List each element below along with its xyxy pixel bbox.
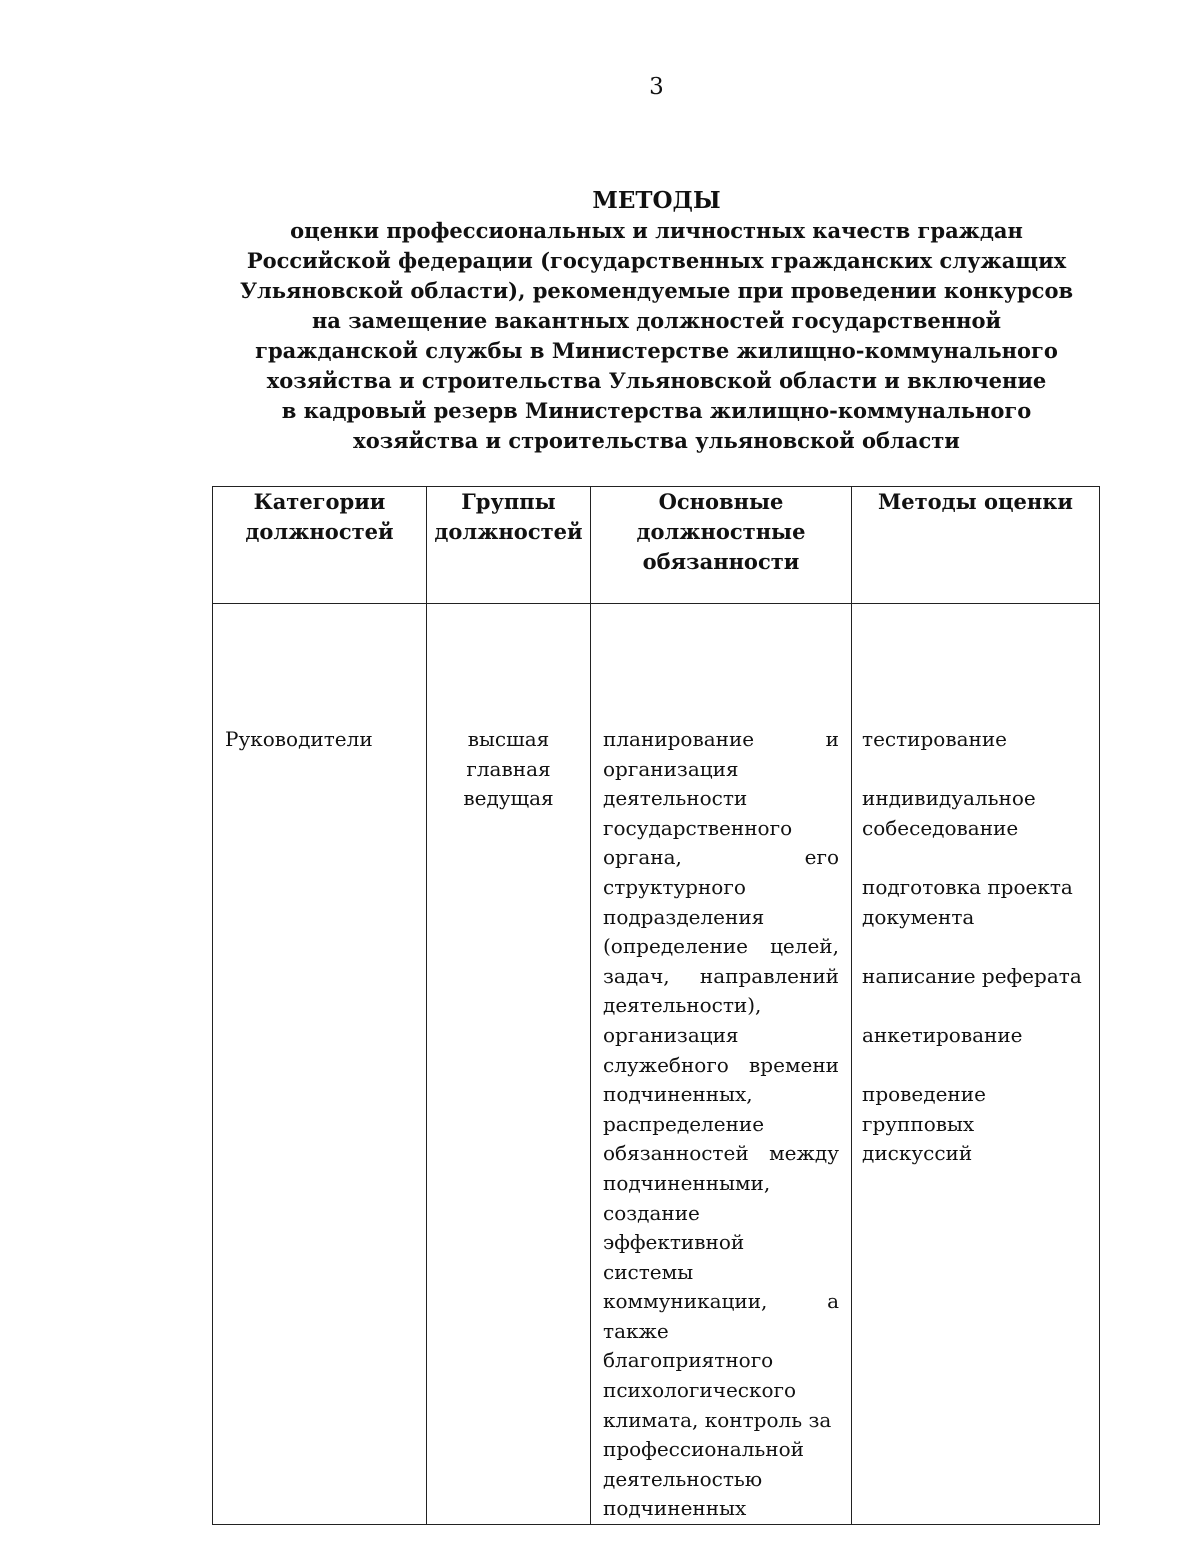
title-line: в кадровый резерв Министерства жилищно-коммунального <box>281 398 1032 423</box>
duty-line <box>603 1287 839 1317</box>
method-line: анкетирование <box>862 1022 1023 1047</box>
method-line: групповых <box>862 1111 975 1136</box>
duty-line <box>603 1465 839 1495</box>
duty-word: времени <box>749 1052 839 1077</box>
methods-spacer <box>862 932 1093 962</box>
duty-word: организация <box>603 1022 739 1047</box>
title-line: Ульяновской области), рекомендуемые при проведении конкурсов <box>239 278 1074 303</box>
duty-word: задач, <box>603 963 670 988</box>
duty-line <box>603 1139 839 1169</box>
duty-word: психологического <box>603 1378 797 1403</box>
duty-word: деятельностью <box>603 1466 763 1491</box>
methods-spacer <box>862 991 1093 1021</box>
duty-word: деятельности <box>603 786 748 811</box>
duty-word: также <box>603 1318 669 1343</box>
title-heading: МЕТОДЫ <box>592 187 721 214</box>
title-line: хозяйства и строительства ульяновской области <box>353 428 960 453</box>
method-line: дискуссий <box>862 1141 973 1166</box>
duty-line <box>603 873 839 903</box>
header-methods: Методы оценки <box>852 487 1100 604</box>
duty-line <box>603 1346 839 1376</box>
method-line: подготовка проекта <box>862 874 1073 899</box>
duty-word: его <box>804 845 839 870</box>
title-line: хозяйства и строительства Ульяновской области и включение <box>266 368 1047 393</box>
duty-word: (определение <box>603 934 748 959</box>
duty-line <box>603 1376 839 1406</box>
duty-word: целей, <box>770 934 839 959</box>
title-line: оценки профессиональных и личностных качеств граждан <box>290 218 1023 243</box>
document-title <box>220 186 1093 456</box>
cell-duties <box>591 604 852 1525</box>
duty-word: эффективной <box>603 1230 745 1255</box>
header-categories: Категории должностей <box>213 487 427 604</box>
duty-word: структурного <box>603 874 746 899</box>
method-line: проведение <box>862 1082 986 1107</box>
duty-line <box>603 1110 839 1140</box>
duty-line <box>603 932 839 962</box>
method-line: документа <box>862 904 975 929</box>
duty-word: профессиональной <box>603 1437 804 1462</box>
duty-line <box>603 1406 839 1436</box>
duty-word: деятельности), <box>603 993 762 1018</box>
duty-word: обязанностей <box>603 1141 749 1166</box>
duty-line <box>603 1080 839 1110</box>
methods-table <box>212 486 1100 1525</box>
method-line: собеседование <box>862 815 1019 840</box>
header-groups: Группы должностей <box>427 487 591 604</box>
table-row <box>213 604 1100 1525</box>
duty-word: коммуникации, <box>603 1289 768 1314</box>
duty-word: а <box>827 1289 839 1314</box>
duty-line <box>603 725 839 755</box>
cell-groups: высшая главная ведущая <box>427 604 591 1525</box>
duty-line <box>603 903 839 933</box>
duty-line <box>603 1494 839 1524</box>
duty-line <box>603 1199 839 1229</box>
duty-line <box>603 814 839 844</box>
duty-word: системы <box>603 1259 694 1284</box>
methods-spacer <box>862 843 1093 873</box>
duty-word: организация <box>603 756 739 781</box>
title-line: Российской федерации (государственных гражданских служащих <box>246 248 1067 273</box>
duty-word: государственного <box>603 815 793 840</box>
duty-word: подчиненными, <box>603 1170 771 1195</box>
duty-word: климата, контроль за <box>603 1407 832 1432</box>
duty-word: благоприятного <box>603 1348 774 1373</box>
header-duties: Основные должностные обязанности <box>591 487 852 604</box>
duty-word: и <box>825 727 839 751</box>
duty-word: органа, <box>603 845 682 870</box>
duty-word: подчиненных, <box>603 1082 753 1107</box>
duty-word: служебного <box>603 1052 729 1077</box>
duty-word: подразделения <box>603 904 765 929</box>
methods-spacer <box>862 1051 1093 1081</box>
duty-word: планирование <box>603 727 755 751</box>
duty-line <box>603 1228 839 1258</box>
duty-line <box>603 1258 839 1288</box>
duty-word: подчиненных <box>603 1496 747 1521</box>
title-line: на замещение вакантных должностей государственной <box>311 308 1002 333</box>
duty-line <box>603 962 839 992</box>
method-line: написание реферата <box>862 963 1082 988</box>
table-header-row <box>213 487 1100 604</box>
duty-line <box>603 1317 839 1347</box>
duty-word: между <box>769 1141 839 1166</box>
duty-word: распределение <box>603 1111 765 1136</box>
duty-word: направлений <box>699 963 839 988</box>
cell-category: Руководители <box>213 604 427 1525</box>
duty-line <box>603 991 839 1021</box>
duty-line <box>603 843 839 873</box>
duty-line <box>603 1021 839 1051</box>
cell-methods <box>852 604 1100 1525</box>
duty-line <box>603 755 839 785</box>
duty-line <box>603 1169 839 1199</box>
duty-line <box>603 1051 839 1081</box>
page-number: 3 <box>649 74 664 100</box>
duty-line <box>603 1435 839 1465</box>
duty-word: создание <box>603 1200 700 1225</box>
methods-spacer <box>862 755 1093 785</box>
method-line: индивидуальное <box>862 786 1036 811</box>
method-line: тестирование <box>862 727 1008 751</box>
duty-line <box>603 784 839 814</box>
title-line: гражданской службы в Министерстве жилищно-коммунального <box>255 338 1058 363</box>
